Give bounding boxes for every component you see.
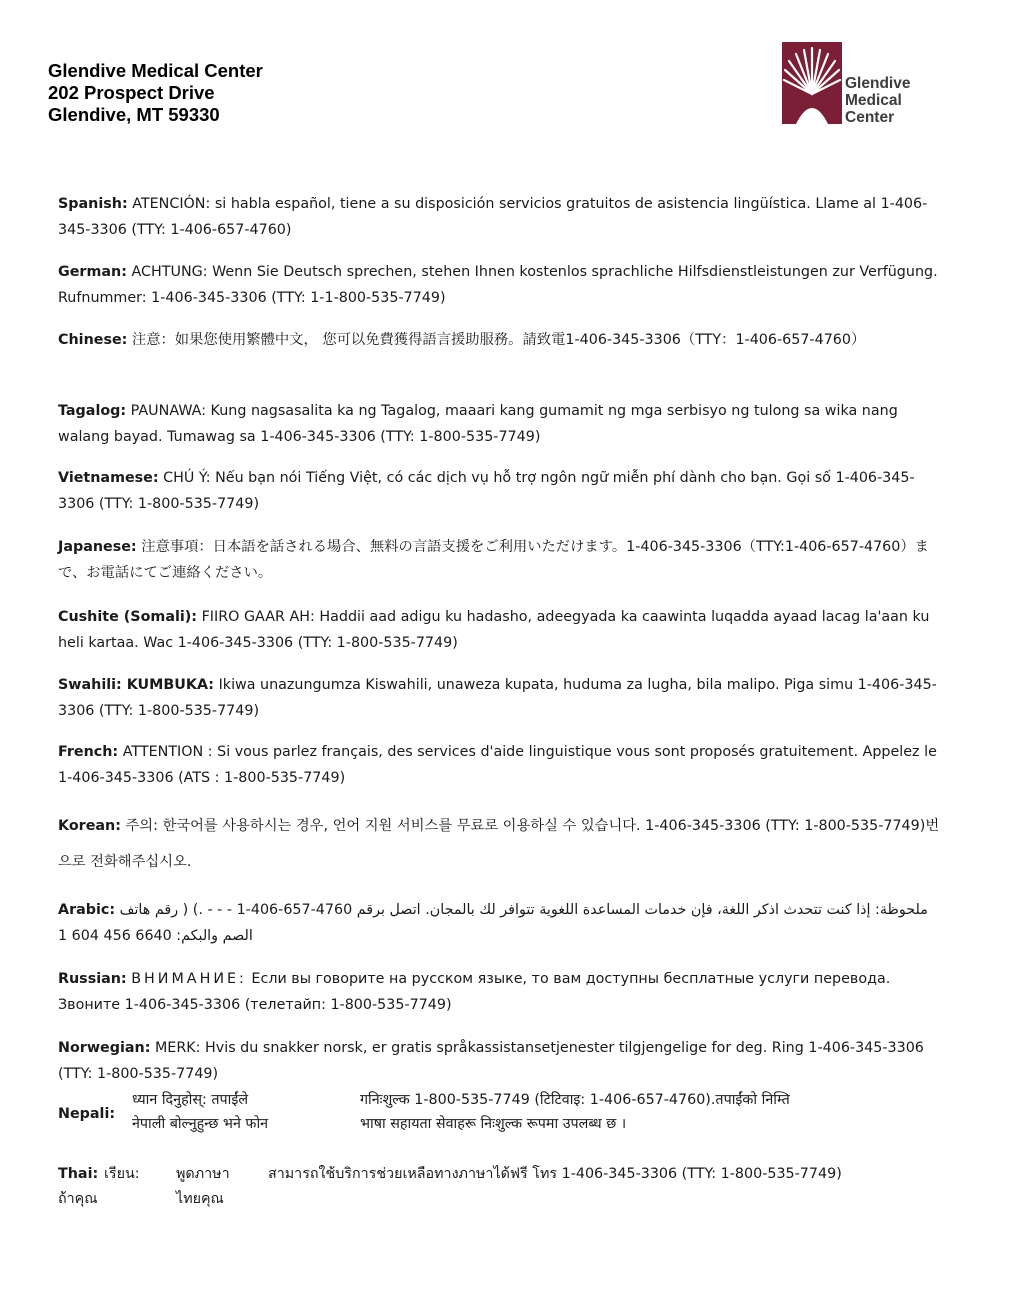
notice-text: Если вы говорите на русском языке, то вам доступны бесплатные услуги перевода. Звоните 1-406-345-3306 (телетайп: 1-800-535-7749) <box>58 971 891 1013</box>
notice-vietnamese <box>58 465 948 517</box>
notice-text: MERK: Hvis du snakker norsk, er gratis språkassistansetjenester tilgjengelige for deg. Ring 1-406-345-3306 (TTY: 1-800-535-7749) <box>58 1040 924 1082</box>
language-label: Russian: <box>58 971 127 987</box>
thai-col1-line2: ถ้าคุณ <box>58 1191 98 1207</box>
notice-french <box>58 739 948 791</box>
thai-col1-line1: เรียน: <box>104 1166 140 1182</box>
notice-chinese <box>58 327 948 353</box>
notice-text: PAUNAWA: Kung nagsasalita ka ng Tagalog, maaari kang gumamit ng mga serbisyo ng tulong sa wika nang walang bayad. Tumawag sa 1-406-345-3306 (TTY: 1-800-535-7749) <box>58 403 898 445</box>
notice-arabic <box>58 897 948 949</box>
logo-line-2: Medical <box>845 92 902 109</box>
notice-heading: ВНИМАНИЕ: <box>131 971 247 987</box>
notice-text: ACHTUNG: Wenn Sie Deutsch sprechen, stehen Ihnen kostenlos sprachliche Hilfsdienstleistungen zur Verfügung. Rufnummer: 1-406-345-3306 (TTY: 1-1-800-535-7749) <box>58 264 938 306</box>
language-label: Vietnamese: <box>58 470 159 486</box>
thai-text: สามารถใช้บริการช่วยเหลือทางภาษาได้ฟรี โทร 1-406-345-3306 (TTY: 1-800-535-7749) <box>268 1166 842 1182</box>
logo-line-1: Glendive <box>845 75 911 92</box>
language-label: Thai: <box>58 1166 99 1182</box>
notice-text: CHÚ Ý: Nếu bạn nói Tiếng Việt, có các dịch vụ hỗ trợ ngôn ngữ miễn phí dành cho bạn. Gọi số 1-406-345-3306 (TTY: 1-800-535-7749) <box>58 470 915 512</box>
logo-mark-icon <box>782 42 842 124</box>
language-label: German: <box>58 264 127 280</box>
notice-text: 주의: 한국어를 사용하시는 경우, 언어 지원 서비스를 무료로 이용하실 수 있습니다. 1-406-345-3306 (TTY: 1-800-535-7749)번으로 전화해주십시오. <box>58 818 940 870</box>
notice-german <box>58 259 948 311</box>
notice-russian <box>58 966 948 1018</box>
logo-line-3: Center <box>845 109 895 126</box>
language-label: Norwegian: <box>58 1040 151 1056</box>
nepali-line-1a: ध्यान दिनुहोस्: तपाईंले <box>132 1092 249 1108</box>
nepali-line-1b: गनिःशुल्क 1-800-535-7749 (टिटिवाइ: 1-406-657-4760).तपाईंको निम्ति <box>360 1092 790 1108</box>
notice-text: 注意：如果您使用繁體中文， 您可以免費獲得語言援助服務。請致電1-406-345-3306（TTY：1-406-657-4760） <box>131 332 866 348</box>
notice-text: ATENCIÓN: si habla español, tiene a su disposición servicios gratuitos de asistencia lingüística. Llame al 1-406-345-3306 (TTY: 1-406-657-4760) <box>58 196 928 238</box>
notice-text: 注意事項：日本語を話される場合、無料の言語支援をご利用いただけます。1-406-345-3306（TTY:1-406-657-4760）まで、お電話にてご連絡ください。 <box>58 539 929 581</box>
notice-text: ملحوظة: إذا كنت تتحدث اذكر اللغة، فإن خدمات المساعدة اللغوية تتوافر لك بالمجان. اتصل برقم 4760-657-406-1 - - - .) ( رقم هاتف الصم والبكم: 6640 456 604 1 <box>58 902 928 944</box>
notice-spanish <box>58 191 948 243</box>
language-label: Swahili: KUMBUKA: <box>58 677 215 693</box>
notice-text: ATTENTION : Si vous parlez français, des services d'aide linguistique vous sont proposés gratuitement. Appelez le 1-406-345-3306 (ATS : 1-800-535-7749) <box>58 744 937 786</box>
facility-address <box>48 60 263 126</box>
language-label: Tagalog: <box>58 403 127 419</box>
language-label: Nepali: <box>58 1106 116 1122</box>
notice-text: Ikiwa unazungumza Kiswahili, unaweza kupata, huduma za lugha, bila malipo. Piga simu 1-406-345-3306 (TTY: 1-800-535-7749) <box>58 677 937 719</box>
thai-col2-line1: พูดภาษา <box>176 1166 230 1182</box>
notice-somali <box>58 604 948 656</box>
logo-wordmark <box>845 75 910 126</box>
nepali-line-2a: नेपाली बोल्नुहुन्छ भने फोन <box>132 1116 269 1132</box>
notice-norwegian <box>58 1035 948 1087</box>
thai-col2-line2: ไทยคุณ <box>176 1191 224 1207</box>
glendive-logo <box>782 42 942 126</box>
facility-city: Glendive, MT 59330 <box>48 104 220 125</box>
notice-thai <box>58 1162 958 1214</box>
notice-swahili <box>58 672 948 724</box>
notice-tagalog <box>58 398 948 450</box>
nepali-line-2b: भाषा सहायता सेवाहरू निःशुल्क रूपमा उपलब्ध छ । <box>360 1116 627 1132</box>
notice-korean <box>58 808 948 880</box>
language-label: Japanese: <box>58 539 137 555</box>
language-label: Arabic: <box>58 902 116 918</box>
language-label: Chinese: <box>58 332 128 348</box>
notice-japanese <box>58 534 948 586</box>
language-label: Spanish: <box>58 196 128 212</box>
language-label: Cushite (Somali): <box>58 609 198 625</box>
notice-text: FIIRO GAAR AH: Haddii aad adigu ku hadasho, adeegyada ka caawinta luqadda ayaad lacag la'aan ku heli kartaa. Wac 1-406-345-3306 (TTY: 1-800-535-7749) <box>58 609 930 651</box>
facility-name: Glendive Medical Center <box>48 60 263 81</box>
language-label: French: <box>58 744 119 760</box>
notice-nepali <box>58 1088 958 1138</box>
facility-street: 202 Prospect Drive <box>48 82 215 103</box>
language-label: Korean: <box>58 818 121 834</box>
